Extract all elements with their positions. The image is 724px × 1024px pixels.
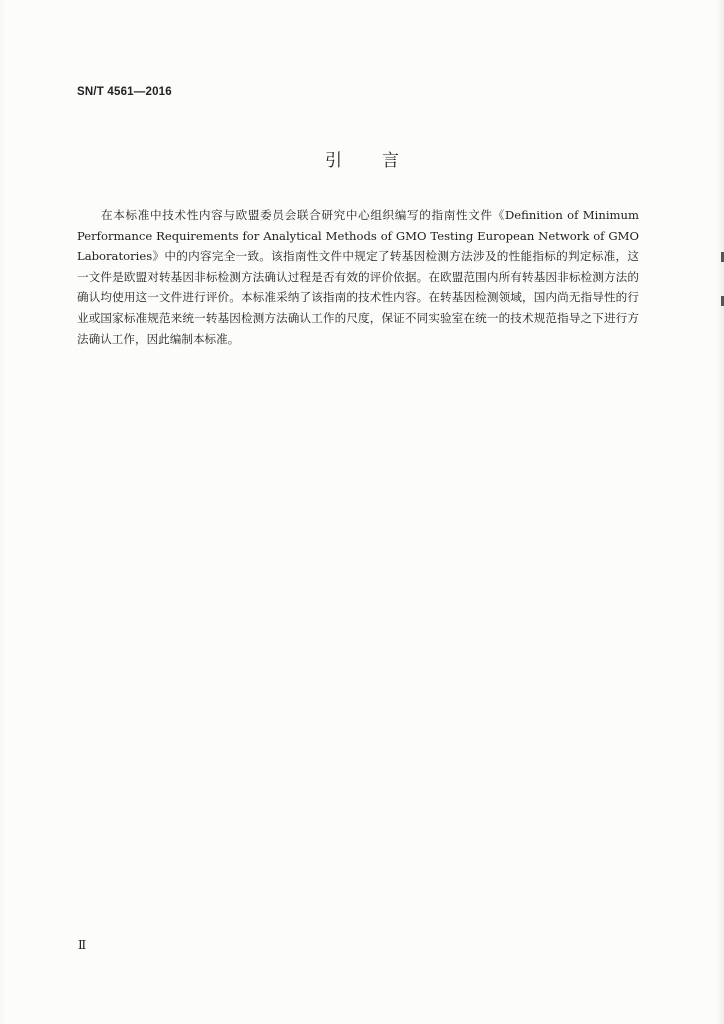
section-title: 引言: [325, 151, 439, 171]
standard-number: SN/T 4561—2016: [77, 86, 172, 98]
body-text: [77, 205, 639, 349]
page-number: Ⅱ: [78, 938, 87, 952]
introduction-paragraph: 在本标准中技术性内容与欧盟委员会联合研究中心组织编写的指南性文件《Definition of Minimum Performance Requirements for Analytical Methods of GMO Testing European Network of GMO Laboratories》中的内容完全一致。该指南性文件中规定了转基因检测方法涉及的性能指标的判定标准，这一文件是欧盟对转基因非标检测方法确认过程是否有效的评价依据。在欧盟范围内所有转基因非标检测方法的确认均使用这一文件进行评价。本标准采纳了该指南的技术性内容。在转基因检测领域，国内尚无指导性的行业或国家标准规范来统一转基因检测方法确认工作的尺度，保证不同实验室在统一的技术规范指导之下进行方法确认工作，因此编制本标准。: [77, 208, 639, 346]
